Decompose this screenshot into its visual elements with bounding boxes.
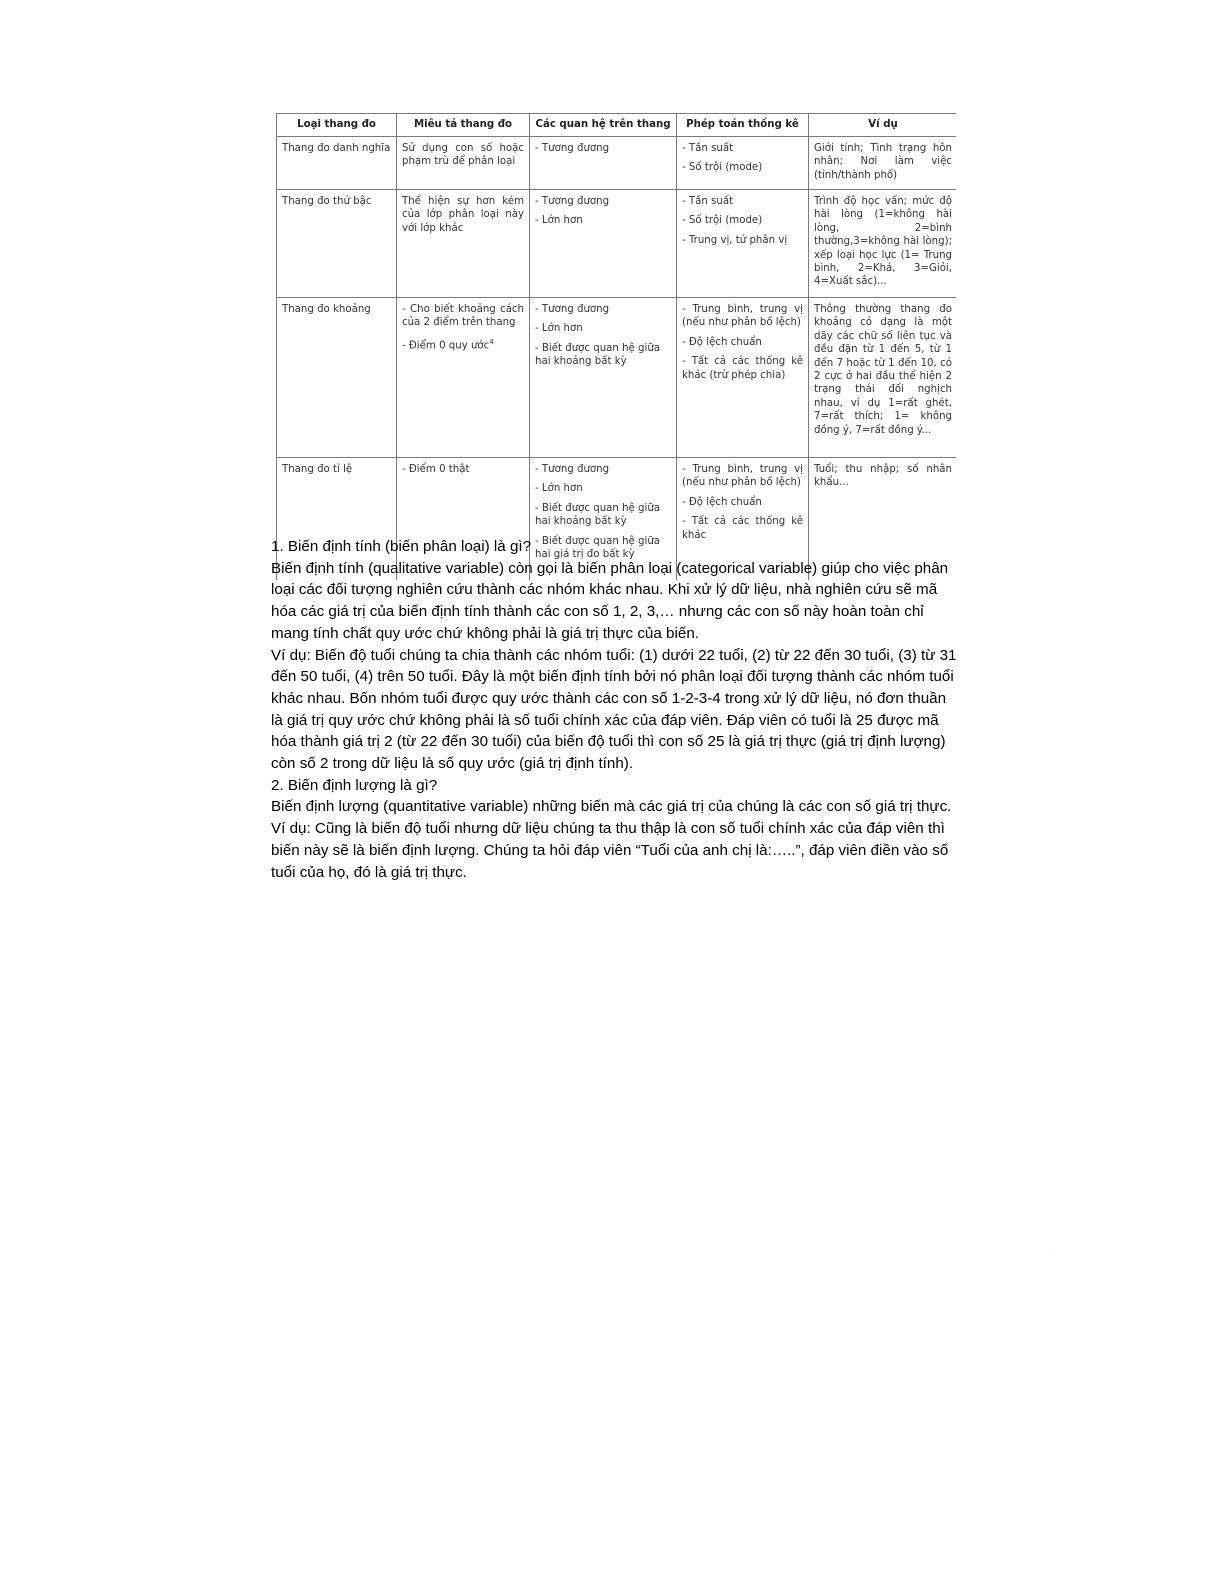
- cell-relations: [530, 137, 677, 190]
- cell-example: Trình độ học vấn; mức độ hài lòng (1=không hài lòng, 2=bình thường,3=không hài lòng); xếp loại học lực (1= Trung bình, 2=Khá, 3=Giỏi, 4=Xuất sắc)...: [809, 190, 957, 298]
- header-statistics: Phép toán thống kê: [677, 114, 809, 137]
- cell-statistics: [677, 137, 809, 190]
- cell-line: - Tất cả các thống kê khác (trừ phép chia): [682, 356, 803, 381]
- cell-line: - Tương đương: [535, 304, 610, 315]
- table-row: [277, 298, 957, 458]
- cell-line: - Tần suất: [682, 143, 734, 154]
- cell-line: Sử dụng con số hoặc phạm trù để phân loại: [402, 143, 524, 168]
- body-text: [271, 536, 961, 883]
- cell-line: - Biết được quan hệ giữa hai khoảng bất kỳ: [535, 342, 661, 368]
- cell-line: - Số trội (mode): [682, 215, 763, 227]
- cell-relations: [530, 298, 677, 458]
- heading-quantitative-variable: 2. Biến định lượng là gì?: [271, 776, 438, 794]
- table-row: [277, 137, 957, 190]
- cell-scale-type: Thang đo khoảng: [277, 298, 397, 458]
- header-scale-type: Loại thang đo: [277, 114, 397, 137]
- cell-line: - Tất cả các thống kê khác: [682, 516, 803, 541]
- footnote-marker: 4: [489, 337, 494, 346]
- cell-description: [397, 190, 530, 298]
- cell-line: - Tương đương: [535, 196, 610, 207]
- cell-line: - Trung bình, trung vị (nếu như phân bố lệch): [682, 304, 803, 329]
- cell-example: Giới tính; Tình trạng hôn nhân; Nơi làm việc (tỉnh/thành phố): [809, 137, 957, 190]
- measurement-scales-table-image: [276, 113, 956, 580]
- cell-line: - Biết được quan hệ giữa hai giá trị đo bất kỳ: [535, 535, 661, 561]
- cell-statistics: [677, 298, 809, 458]
- cell-example: Thông thường thang đo khoảng có dạng là một dãy các chữ số liên tục và đều đặn từ 1 đến 5, từ 1 đến 7 hoặc từ 1 đến 10, có 2 cực ở hai đầu thể hiện 2 trạng thái đối nghịch nhau, ví dụ 1=rất ghét, 7=rất thích; 1= không đồng ý, 7=rất đồng ý...: [809, 298, 957, 458]
- cell-line: - Lớn hơn: [535, 215, 583, 227]
- cell-description: [397, 298, 530, 458]
- cell-line: - Độ lệch chuẩn: [682, 496, 762, 508]
- header-example: Ví dụ: [809, 114, 957, 137]
- cell-line: - Điểm 0 thật: [402, 464, 470, 475]
- heading-qualitative-variable: 1. Biến định tính (biến phân loại) là gì?: [271, 538, 532, 555]
- header-description: Miêu tả thang đo: [397, 114, 530, 137]
- cell-scale-type: Thang đo danh nghĩa: [277, 137, 397, 190]
- cell-line: - Độ lệch chuẩn: [682, 336, 762, 348]
- cell-line: - Tương đương: [535, 143, 610, 154]
- cell-line: - Số trội (mode): [682, 162, 763, 174]
- cell-line: - Cho biết khoảng cách của 2 điểm trên thang: [402, 304, 524, 329]
- cell-line: - Tương đương: [535, 464, 610, 475]
- paragraph-quantitative-example: Ví dụ: Cũng là biến độ tuổi nhưng dữ liệu chúng ta thu thập là con số tuổi chính xác của đáp viên thì biến này sẽ là biến định lượng. Chúng ta hỏi đáp viên “Tuổi của anh chị là:…..”, đáp viên điền vào số tuổi của họ, đó là giá trị thực.: [271, 820, 949, 881]
- cell-description: [397, 137, 530, 190]
- table-header-row: [277, 114, 957, 137]
- cell-line: [402, 336, 524, 353]
- paragraph-qualitative-definition: Biến định tính (qualitative variable) còn gọi là biến phân loại (categorical variable) giúp cho việc phân loại các đối tượng nghiên cứu thành các nhóm khác nhau. Khi xử lý dữ liệu, nhà nghiên cứu sẽ mã hóa các giá trị của biến định tính thành các con số 1, 2, 3,… nhưng các con số này hoàn toàn chỉ mang tính chất quy ước chứ không phải là giá trị thực của biến.: [271, 559, 949, 642]
- cell-line: - Trung vị, tứ phân vị: [682, 234, 788, 246]
- cell-line: Thể hiện sự hơn kém của lớp phân loại này với lớp khác: [402, 196, 524, 234]
- cell-line-text: - Điểm 0 quy ước: [402, 340, 490, 352]
- paragraph-qualitative-example: Ví dụ: Biến độ tuổi chúng ta chia thành các nhóm tuổi: (1) dưới 22 tuổi, (2) từ 22 đến 30 tuổi, (3) từ 31 đến 50 tuổi, (4) trên 50 tuổi. Đây là một biến định tính bởi nó phân loại đối tượng thành các nhóm tuổi khác nhau. Bốn nhóm tuổi được quy ước thành các con số 1-2-3-4 trong xử lý dữ liệu, nó đơn thuần là giá trị quy ước chứ không phải là số tuổi chính xác của đáp viên. Đáp viên có tuổi là 25 được mã hóa thành giá trị 2 (từ 22 đến 30 tuổi) của biến độ tuổi thì con số 25 là giá trị thực (giá trị định lượng) còn số 2 trong dữ liệu là số quy ước (giá trị định tính).: [271, 646, 957, 773]
- cell-relations: [530, 190, 677, 298]
- cell-scale-type: Thang đo thứ bậc: [277, 190, 397, 298]
- table-row: [277, 190, 957, 298]
- cell-statistics: [677, 190, 809, 298]
- cell-line: - Biết được quan hệ giữa hai khoảng bất kỳ: [535, 502, 661, 528]
- cell-line: - Trung bình, trung vị (nếu như phân bố lệch): [682, 464, 803, 489]
- cell-line: - Lớn hơn: [535, 323, 583, 335]
- measurement-scales-table: [276, 113, 956, 580]
- cell-line: - Tần suất: [682, 196, 734, 207]
- header-relations: Các quan hệ trên thang: [530, 114, 677, 137]
- cell-line: - Lớn hơn: [535, 483, 583, 495]
- scan-speck: [1050, 1250, 1051, 1251]
- paragraph-quantitative-definition: Biến định lượng (quantitative variable) những biến mà các giá trị của chúng là các con số giá trị thực.: [271, 798, 952, 816]
- cell-example: Tuổi; thu nhập; số nhân khẩu...: [809, 458, 957, 581]
- cell-scale-type: Thang đo tỉ lệ: [277, 458, 397, 581]
